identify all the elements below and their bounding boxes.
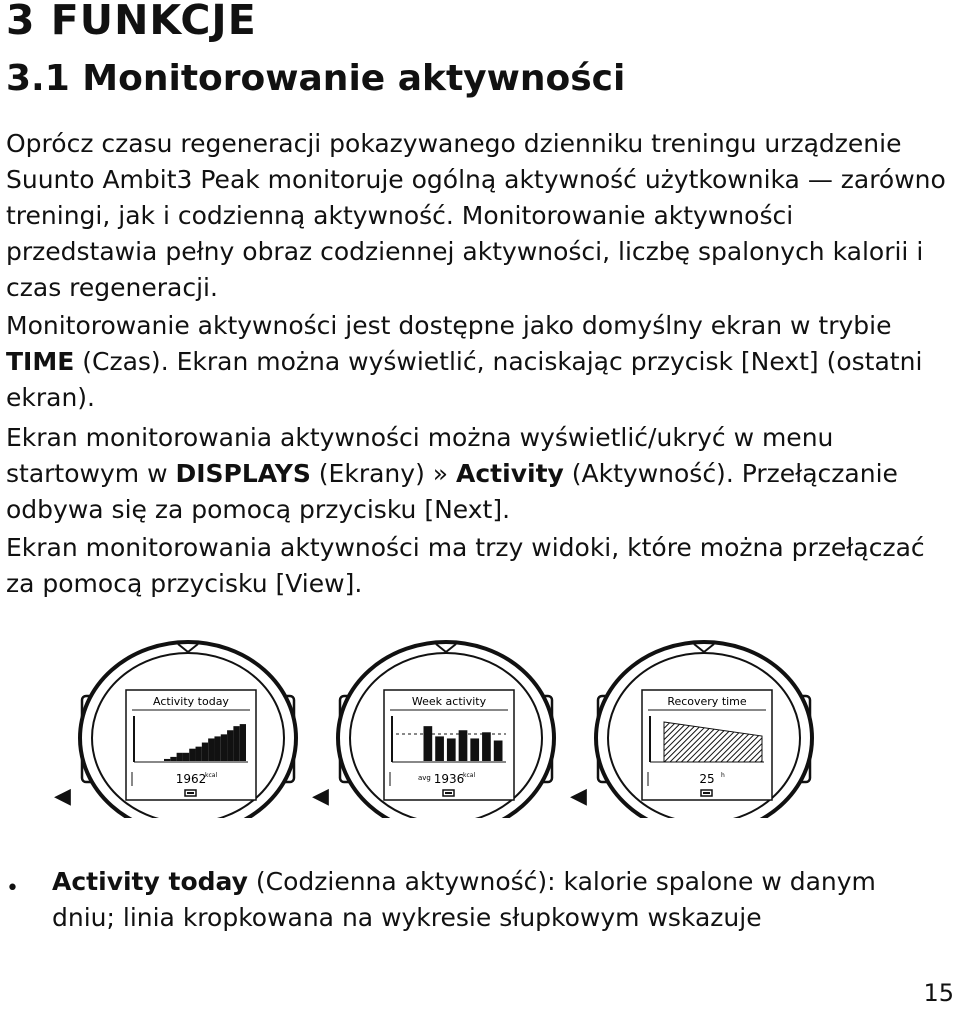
paragraph-views: Ekran monitorowania aktywności ma trzy widoki, które można przełączać za pomocą przycisku [View]. [6,533,925,598]
watch-face [68,638,308,818]
chapter-heading: 3 FUNKCJE [6,0,257,44]
watch-face [326,638,566,818]
screen-value: 25 [699,772,715,786]
chart-bar [196,747,202,761]
chart-bar [177,753,183,761]
screen-title: Activity today [153,695,229,708]
screen-value: 1962 [175,772,207,786]
chart-bar [470,738,479,761]
menu-activity: Activity [456,459,564,488]
chart-bar [459,730,468,761]
chart-bar [435,736,444,761]
watch-activity-today [68,638,308,818]
paragraph-default-screen [6,308,946,416]
text: Ekran monitorowania aktywności można wyświetlić/ukryć w menu startowym w [6,423,834,488]
paragraph-intro: Oprócz czasu regeneracji pokazywanego dzienniku treningu urządzenie Suunto Ambit3 Peak monitoruje ogólną aktywność użytkownika — zarówno treningi, jak i codzienną aktywność. Monitorowanie aktywności przedstawia pełny obraz codziennej aktywności, liczbę spalonych kalorii i czas regeneracji. [6,129,946,302]
mode-name: TIME [6,347,75,376]
text: (Ekrany) » [310,459,457,488]
watch-face [584,638,824,818]
chart-bar [170,757,176,761]
chart-bar [164,759,170,761]
menu-displays: DISPLAYS [175,459,311,488]
value-prefix: avg [418,774,431,782]
chart-bar [240,724,246,761]
chart-bar [221,734,227,761]
watch-week-activity [326,638,566,818]
section-heading: 3.1 Monitorowanie aktywności [6,58,626,99]
screen-title: Week activity [411,695,487,708]
watch-recovery-time [584,638,824,818]
bullet-text: (Codzienna aktywność): kalorie spalone w danym dniu; linia kropkowana na wykresie słupkowym wskazuje [52,867,876,932]
chart-bar [233,726,239,761]
value-unit: kcal [205,772,218,779]
screen-value: 1936 [433,772,465,786]
text: (Czas). Ekran można wyświetlić, naciskając przycisk [Next] (ostatni ekran). [6,347,923,412]
chart-bar [208,738,214,761]
triangle-pointer-icon: ◀ [312,784,329,809]
chart-bar [494,741,503,762]
chart-bar [202,743,208,761]
bullet-term: Activity today [52,867,248,896]
chart-bar [424,726,433,761]
text: (Aktywność). Przełączanie odbywa się za pomocą przycisku [Next]. [6,459,898,524]
bullet-activity-today [52,864,932,936]
paragraph-menu [6,420,946,528]
page-number: 15 [923,979,954,1007]
triangle-pointer-icon: ◀ [54,784,71,809]
value-unit: kcal [463,772,476,779]
chart-bar [227,730,233,761]
chart-bar [189,749,195,761]
chart-bar [214,736,220,761]
triangle-pointer-icon: ◀ [570,784,587,809]
value-unit: h [721,772,725,779]
chart-bar [482,732,491,761]
chart-bar [183,753,189,761]
bullet-icon: • [6,876,19,901]
chart-bar [447,738,456,761]
screen-title: Recovery time [667,695,747,708]
text: Monitorowanie aktywności jest dostępne jako domyślny ekran w trybie [6,311,892,340]
